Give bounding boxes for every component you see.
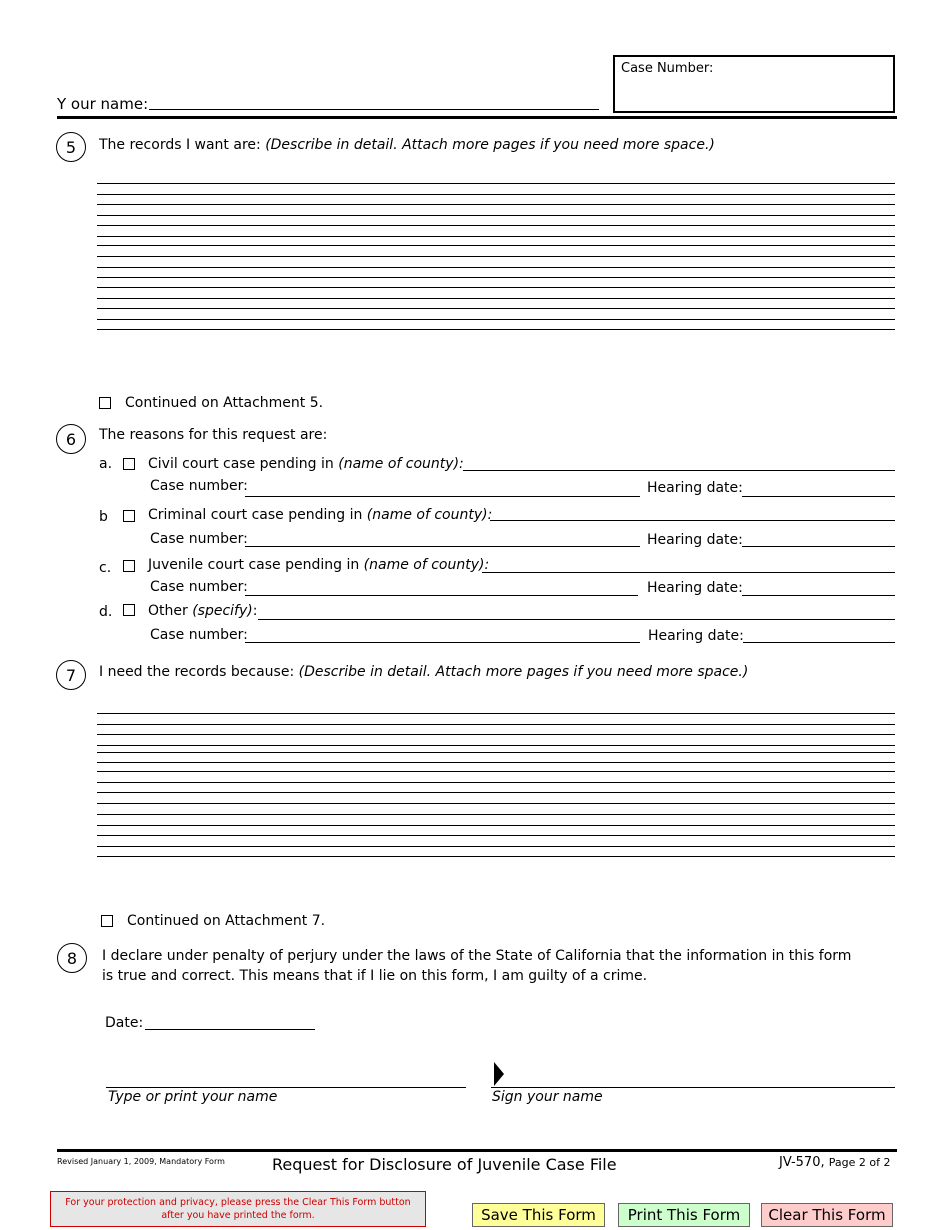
clear-form-button[interactable]: Clear This Form — [761, 1203, 893, 1227]
continued-attachment-7-label: Continued on Attachment 7. — [127, 913, 326, 929]
option-b-case-number-label: Case number: — [150, 531, 248, 547]
option-d-checkbox[interactable] — [123, 604, 135, 616]
your-name-field[interactable] — [149, 109, 599, 110]
option-d-case-number-label: Case number: — [150, 627, 248, 643]
option-b-county-field[interactable] — [490, 520, 895, 521]
option-c-hearing-date-field[interactable] — [742, 595, 895, 596]
declaration-line-1: I declare under penalty of perjury under the laws of the State of California that the information in this form — [102, 948, 852, 964]
your-name-label: Y our name: — [57, 95, 149, 113]
option-c-letter: c. — [99, 560, 112, 576]
option-b-checkbox[interactable] — [123, 510, 135, 522]
option-c-label: Juvenile court case pending in (name of county): — [148, 557, 490, 573]
form-id: JV-570, Page 2 of 2 — [779, 1155, 891, 1170]
header-rule — [57, 116, 897, 119]
option-a-letter: a. — [99, 456, 113, 472]
option-c-hearing-date-label: Hearing date: — [647, 580, 743, 596]
footer-rule — [57, 1149, 897, 1152]
option-d-label: Other (specify): — [148, 603, 258, 619]
date-field[interactable] — [145, 1029, 315, 1030]
option-a-case-number-field[interactable] — [245, 496, 640, 497]
option-a-hearing-date-label: Hearing date: — [647, 480, 743, 496]
option-c-case-number-field[interactable] — [245, 595, 638, 596]
option-b-letter: b — [99, 509, 108, 525]
form-title: Request for Disclosure of Juvenile Case File — [272, 1155, 617, 1174]
signature-arrow-icon — [494, 1062, 504, 1086]
item-7-label: I need the records because: (Describe in detail. Attach more pages if you need more space.) — [99, 664, 749, 680]
case-number-box[interactable] — [613, 55, 895, 113]
save-form-button[interactable]: Save This Form — [472, 1203, 605, 1227]
continued-attachment-7-checkbox[interactable] — [101, 915, 113, 927]
option-b-hearing-date-label: Hearing date: — [647, 532, 743, 548]
signature-field[interactable] — [491, 1087, 895, 1088]
item-7-number: 7 — [56, 660, 86, 690]
type-name-label: Type or print your name — [108, 1089, 278, 1105]
option-c-county-field[interactable] — [482, 572, 895, 573]
option-d-hearing-date-label: Hearing date: — [648, 628, 744, 644]
sign-name-label: Sign your name — [492, 1089, 603, 1105]
option-c-case-number-label: Case number: — [150, 579, 248, 595]
date-label: Date: — [105, 1015, 144, 1031]
item-5-number: 5 — [56, 132, 86, 162]
item-6-number: 6 — [56, 424, 86, 454]
option-a-county-field[interactable] — [463, 470, 895, 471]
option-a-label: Civil court case pending in (name of county): — [148, 456, 464, 472]
declaration-line-2: is true and correct. This means that if I lie on this form, I am guilty of a crime. — [102, 968, 648, 984]
option-d-case-number-field[interactable] — [245, 642, 640, 643]
option-b-hearing-date-field[interactable] — [742, 546, 895, 547]
item-6-label: The reasons for this request are: — [99, 427, 328, 443]
option-a-checkbox[interactable] — [123, 458, 135, 470]
continued-attachment-5-checkbox[interactable] — [99, 397, 111, 409]
item-8-number: 8 — [57, 943, 87, 973]
revised-note: Revised January 1, 2009, Mandatory Form — [57, 1157, 225, 1166]
option-a-hearing-date-field[interactable] — [742, 496, 895, 497]
option-d-hearing-date-field[interactable] — [743, 642, 895, 643]
option-c-checkbox[interactable] — [123, 560, 135, 572]
option-a-case-number-label: Case number: — [150, 478, 248, 494]
option-b-case-number-field[interactable] — [245, 546, 640, 547]
case-number-label: Case Number: — [621, 61, 714, 76]
option-d-specify-field[interactable] — [258, 619, 895, 620]
option-d-letter: d. — [99, 604, 113, 620]
continued-attachment-5-label: Continued on Attachment 5. — [125, 395, 324, 411]
item-5-label: The records I want are: (Describe in detail. Attach more pages if you need more space.) — [99, 137, 715, 153]
option-b-label: Criminal court case pending in (name of county): — [148, 507, 493, 523]
type-name-field[interactable] — [106, 1087, 466, 1088]
privacy-note: For your protection and privacy, please press the Clear This Form button after you have printed the form. — [50, 1191, 426, 1227]
print-form-button[interactable]: Print This Form — [618, 1203, 750, 1227]
